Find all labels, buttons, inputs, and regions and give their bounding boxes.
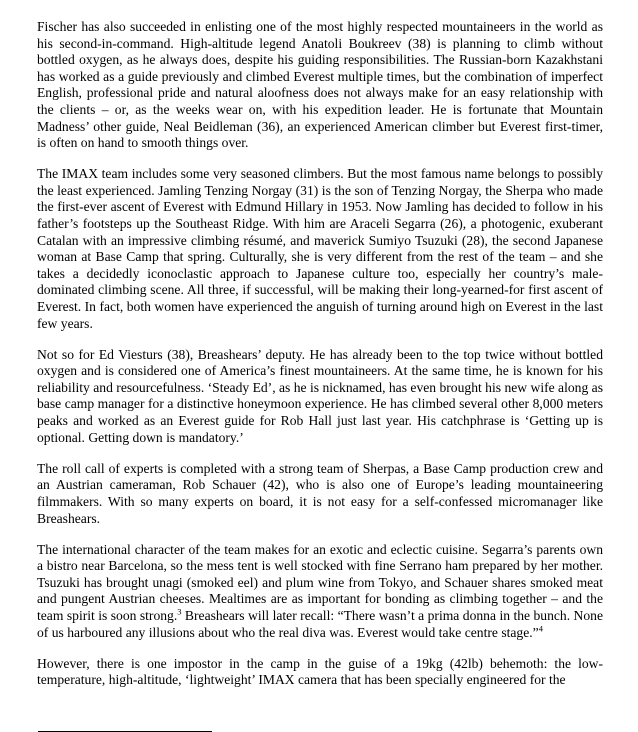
paragraph-viesturs: Not so for Ed Viesturs (38), Breashears’ deputy. He has already been to the top twice without bottled oxygen and is considered one of America’s finest mountaineers. At the same time, he is known for his reliability and resourcefulness. ‘Steady Ed’, as he is nicknamed, has even brought his new wife along as base camp manager for a distinctive honeymoon experience. He has climbed several other 8,000 meters peaks and worked as an Everest guide for Rob Hall just last year. His catchphrase is ‘Getting up is optional. Getting down is mandatory.’ bbox=[37, 346, 603, 445]
footnote-ref-3: 3 bbox=[177, 606, 182, 617]
paragraph-roll-call: The roll call of experts is completed with a strong team of Sherpas, a Base Camp production crew and an Austrian cameraman, Rob Schauer (42), who is also one of Europe’s leading mountaineering filmmakers. With so many experts on board, it is not easy for a self-confessed micromanager like Breashears. bbox=[37, 460, 603, 526]
paragraph-impostor-camera: However, there is one impostor in the camp in the guise of a 19kg (42lb) behemoth: the low-temperature, high-altitude, ‘lightweight’ IMAX camera that has been specially engineered for the bbox=[37, 655, 603, 688]
document-page bbox=[37, 19, 603, 703]
footnote-ref-4: 4 bbox=[538, 623, 543, 634]
paragraph-cuisine bbox=[37, 542, 603, 642]
cuisine-text-part-1: The international character of the team makes for an exotic and eclectic cuisine. Segarra’s parents own a bistro near Barcelona, so the mess tent is well stocked with fine Serrano ham prepared by her mother. Tsuzuki has brought unagi (smoked eel) and plum wine from Tokyo, and Schauer shares smoked meat and pungent Austrian cheeses. Mealtimes are as important for bonding as climbing together – and the team spirit is soon strong. bbox=[37, 541, 603, 623]
paragraph-imax-team: The IMAX team includes some very seasoned climbers. But the most famous name belongs to possibly the least experienced. Jamling Tenzing Norgay (31) is the son of Tenzing Norgay, the Sherpa who made the first-ever ascent of Everest with Edmund Hillary in 1953. Now Jamling has decided to follow in his father’s footsteps up the Southeast Ridge. With him are Araceli Segarra (26), a photogenic, exuberant Catalan with an impressive climbing résumé, and maverick Sumiyo Tsuzuki (28), the second Japanese woman at Base Camp that spring. Culturally, she is very different from the rest of the team – and she takes a decidedly iconoclastic approach to Japanese culture too, especially her country’s male-dominated climbing scene. All three, if successful, will be making their long-yearned-for first ascent of Everest. In fact, both women have experienced the anguish of turning around high on Everest in the last few years. bbox=[37, 166, 603, 331]
paragraph-boukreev: Fischer has also succeeded in enlisting one of the most highly respected mountaineers in the world as his second-in-command. High-altitude legend Anatoli Boukreev (38) is planning to climb without bottled oxygen, as he always does, despite his guiding responsibilities. The Russian-born Kazakhstani has worked as a guide previously and climbed Everest multiple times, but the combination of imperfect English, professional pride and natural aloofness does not always make for an easy relationship with the clients – or, as the weeks wear on, with his expedition leader. He is fortunate that Mountain Madness’ other guide, Neal Beidleman (36), an experienced American climber but Everest first-timer, is often on hand to smooth things over. bbox=[37, 19, 603, 151]
cuisine-text-part-2: Breashears will later recall: “There wasn’t a prima donna in the bunch. None of us harboured any illusions about who the real diva was. Everest would take centre stage.” bbox=[37, 608, 603, 640]
